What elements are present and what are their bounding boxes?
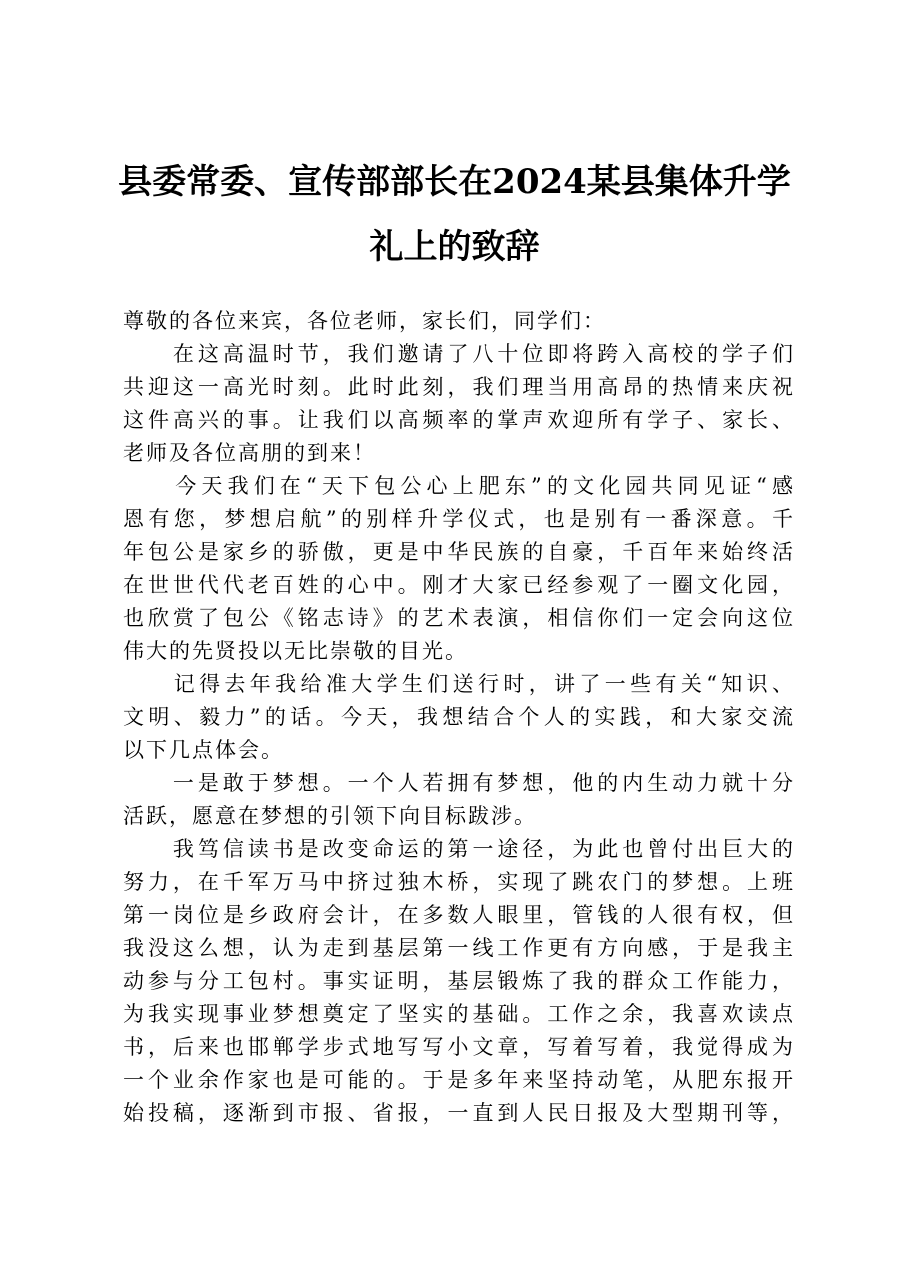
body-line: 一是敢于梦想。一个人若拥有梦想，他的内生动力就十分	[123, 771, 795, 795]
document-body	[123, 305, 795, 1130]
body-line: 一个业余作家也是可能的。于是多年来坚持动笔，从肥东报开	[123, 1068, 795, 1092]
body-line: 文明、毅力”的话。今天，我想结合个人的实践，和大家交流	[123, 705, 795, 729]
document-title-line-1: 县委常委、宣传部部长在2024某县集体升学	[118, 162, 791, 202]
body-line: 我没这么想，认为走到基层第一线工作更有方向感，于是我主	[123, 936, 795, 960]
body-line: 在这高温时节，我们邀请了八十位即将跨入高校的学子们	[123, 342, 795, 366]
salutation-line: 尊敬的各位来宾，各位老师，家长们，同学们：	[123, 309, 606, 333]
body-line: 年包公是家乡的骄傲，更是中华民族的自豪，千百年来始终活	[123, 540, 795, 564]
body-line: 我笃信读书是改变命运的第一途径，为此也曾付出巨大的	[123, 837, 795, 861]
body-line: 恩有您，梦想启航”的别样升学仪式，也是别有一番深意。千	[123, 507, 795, 531]
body-line: 动参与分工包村。事实证明，基层锻炼了我的群众工作能力，	[123, 969, 795, 993]
body-line: 活跃，愿意在梦想的引领下向目标跋涉。	[123, 804, 537, 828]
body-line: 第一岗位是乡政府会计，在多数人眼里，管钱的人很有权，但	[123, 903, 795, 927]
body-line: 也欣赏了包公《铭志诗》的艺术表演，相信你们一定会向这位	[123, 606, 795, 630]
body-line: 这件高兴的事。让我们以高频率的掌声欢迎所有学子、家长、	[123, 408, 795, 432]
body-line: 努力，在千军万马中挤过独木桥，实现了跳农门的梦想。上班	[123, 870, 795, 894]
body-line: 共迎这一高光时刻。此时此刻，我们理当用高昂的热情来庆祝	[123, 375, 795, 399]
body-line: 以下几点体会。	[123, 738, 284, 762]
document-title-line-2: 礼上的致辞	[369, 227, 540, 267]
body-line: 老师及各位高朋的到来！	[123, 441, 376, 465]
body-line: 记得去年我给准大学生们送行时，讲了一些有关“知识、	[123, 672, 795, 696]
body-line: 始投稿，逐渐到市报、省报，一直到人民日报及大型期刊等，	[123, 1101, 795, 1125]
body-line: 伟大的先贤投以无比崇敬的目光。	[123, 639, 468, 663]
body-line: 在世世代代老百姓的心中。刚才大家已经参观了一圈文化园，	[123, 573, 795, 597]
body-line: 今天我们在“天下包公心上肥东”的文化园共同见证“感	[123, 474, 795, 498]
body-line: 为我实现事业梦想奠定了坚实的基础。工作之余，我喜欢读点	[123, 1002, 795, 1026]
body-line: 书，后来也邯郸学步式地写写小文章，写着写着，我觉得成为	[123, 1035, 795, 1059]
